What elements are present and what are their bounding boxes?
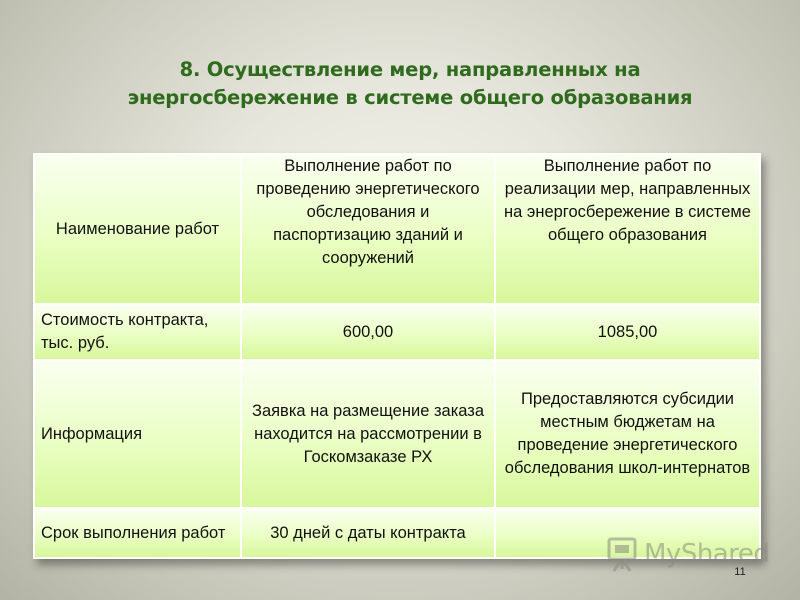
slide-title-line-2: энергосбережение в системе общего образования [127, 86, 693, 109]
header-cell-work-name: Наименование работ [34, 154, 241, 304]
table-row [34, 304, 760, 360]
row-label-cost: Стоимость контракта, тыс. руб. [34, 304, 241, 360]
header-cell-measures-works: Выполнение работ по реализации мер, направленных на энергосбережение в системе общего образования [495, 154, 760, 304]
presentation-board-icon [606, 535, 640, 573]
cell-information-audit: Заявка на размещение заказа находится на рассмотрении в Госкомзаказе РХ [241, 360, 495, 508]
energy-saving-table [33, 153, 761, 559]
row-label-information: Информация [34, 360, 241, 508]
cell-cost-measures: 1085,00 [495, 304, 760, 360]
table-header-row [34, 154, 760, 304]
cell-deadline-audit: 30 дней с даты контракта [241, 508, 495, 558]
header-cell-audit-works: Выполнение работ по проведению энергетического обследования и паспортизацию зданий и сооружений [241, 154, 495, 304]
cell-information-measures: Предоставляются субсидии местным бюджетам на проведение энергетического обследования школ-интернатов [495, 360, 760, 508]
table-row [34, 360, 760, 508]
row-label-deadline: Срок выполнения работ [34, 508, 241, 558]
cell-cost-audit: 600,00 [241, 304, 495, 360]
watermark-text: MyShared [644, 539, 770, 569]
page-number: 11 [734, 566, 746, 578]
slide-title-line-1: 8. Осуществление мер, направленных на [179, 58, 641, 81]
slide-title [80, 56, 740, 112]
